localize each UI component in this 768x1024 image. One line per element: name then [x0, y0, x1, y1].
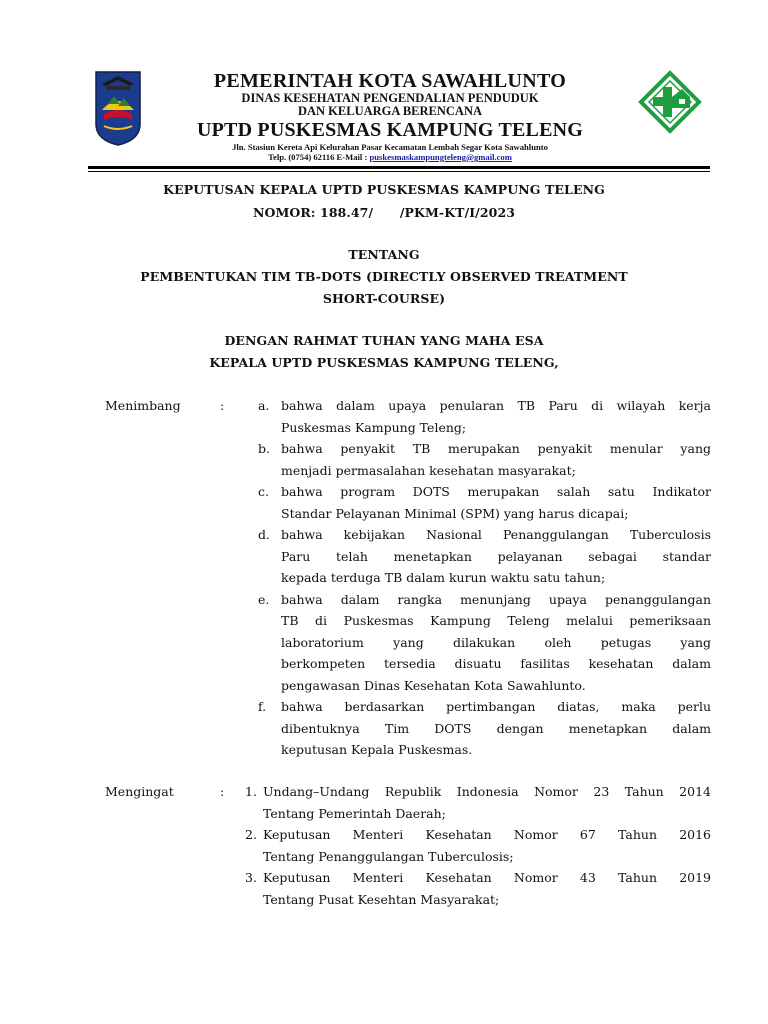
item-line: keputusan Kepala Puskesmas.: [281, 742, 473, 757]
item-text: [281, 395, 711, 438]
item-line: Puskesmas Kampung Teleng;: [281, 419, 467, 435]
mengingat-colon: :: [220, 784, 225, 799]
item-marker: a.: [258, 398, 270, 413]
item-marker: d.: [258, 527, 270, 542]
item-marker: 1.: [245, 784, 257, 799]
item-line: bahwa penyakit TB merupakan penyakit menular yang: [281, 441, 711, 456]
agency-line-1: DINAS KESEHATAN PENGENDALIAN PENDUDUK: [241, 91, 539, 105]
item-line: kepada terduga TB dalam kurun waktu satu tahun;: [281, 570, 606, 585]
item-marker: e.: [258, 591, 270, 607]
item-text: [281, 481, 711, 524]
item-text: [263, 867, 711, 910]
item-line: Tentang Pemerintah Daerah;: [263, 805, 446, 821]
agency-line-2: DAN KELUARGA BERENCANA: [297, 104, 483, 118]
item-line: Standar Pelayanan Minimal (SPM) yang harus dicapai;: [281, 505, 629, 521]
item-text: [281, 696, 711, 761]
item-line: Undang–Undang Republik Indonesia Nomor 23 Tahun 2014: [263, 784, 711, 799]
menimbang-label: Menimbang: [105, 398, 181, 413]
item-text: [281, 589, 711, 697]
item-line: laboratorium yang dilakukan oleh petugas yang: [281, 634, 711, 650]
mengingat-item: [245, 867, 711, 910]
menimbang-list: [258, 395, 711, 761]
item-marker: 2.: [245, 827, 257, 842]
menimbang-item: [258, 438, 711, 481]
item-marker: f.: [258, 699, 267, 714]
contact-prefix: Telp. (0754) 62116 E-Mail :: [268, 152, 368, 162]
item-line: Paru telah menetapkan pelayanan sebagai standar: [281, 548, 711, 564]
letterhead: [150, 70, 630, 162]
preamble-line-2: KEPALA UPTD PUSKESMAS KAMPUNG TELENG,: [209, 355, 559, 370]
menimbang-colon: :: [220, 398, 225, 413]
mengingat-item: [245, 824, 711, 867]
item-text: [281, 438, 711, 481]
item-line: Tentang Penanggulangan Tuberculosis;: [263, 848, 514, 864]
letterhead-rule-thick: [88, 166, 710, 169]
menimbang-item: [258, 395, 711, 438]
email-link[interactable]: puskesmaskampungteleng@gmail.com: [369, 152, 512, 162]
decree-number: NOMOR: 188.47/ /PKM-KT/I/2023: [252, 205, 516, 220]
letterhead-rule-thin: [88, 171, 710, 172]
item-line: bahwa berdasarkan pertimbangan diatas, maka perlu: [281, 699, 711, 714]
item-line: menjadi permasalahan kesehatan masyarakat;: [281, 462, 576, 478]
preamble-line-1: DENGAN RAHMAT TUHAN YANG MAHA ESA: [224, 333, 544, 348]
unit-name: UPTD PUSKESMAS KAMPUNG TELENG: [196, 119, 584, 141]
government-name: PEMERINTAH KOTA SAWAHLUNTO: [213, 70, 567, 92]
tentang-heading: TENTANG: [348, 247, 420, 262]
item-line: berkompeten tersedia disuatu fasilitas kesehatan dalam: [281, 656, 711, 671]
mengingat-list: [245, 781, 711, 910]
item-line: Tentang Pusat Kesehtan Masyarakat;: [263, 891, 500, 907]
sawahlunto-emblem-icon: [94, 70, 142, 146]
item-line: dibentuknya Tim DOTS dengan menetapkan dalam: [281, 720, 711, 736]
item-line: bahwa dalam upaya penularan TB Paru di wilayah kerja: [281, 398, 711, 413]
item-marker: b.: [258, 441, 270, 456]
mengingat-label: Mengingat: [105, 784, 174, 799]
decree-title: KEPUTUSAN KEPALA UPTD PUSKESMAS KAMPUNG TELENG: [163, 182, 605, 197]
menimbang-item: [258, 589, 711, 697]
address-line: Jln. Stasiun Kereta Api Kelurahan Pasar Kecamatan Lembah Segar Kota Sawahlunto: [232, 142, 548, 152]
item-line: Keputusan Menteri Kesehatan Nomor 43 Tahun 2019: [263, 870, 711, 885]
item-line: Keputusan Menteri Kesehatan Nomor 67 Tahun 2016: [263, 827, 711, 842]
item-text: [281, 524, 711, 589]
item-line: bahwa dalam rangka menunjang upaya penanggulangan: [281, 591, 711, 607]
item-text: [263, 824, 711, 867]
item-line: bahwa kebijakan Nasional Penanggulangan Tuberculosis: [281, 527, 711, 542]
item-line: bahwa program DOTS merupakan salah satu Indikator: [281, 484, 711, 499]
menimbang-item: [258, 696, 711, 761]
subject-line-2: SHORT-COURSE): [322, 291, 446, 306]
subject-line-1: PEMBENTUKAN TIM TB-DOTS (DIRECTLY OBSERVED TREATMENT: [140, 269, 628, 284]
item-marker: 3.: [245, 870, 257, 885]
puskesmas-logo-icon: [638, 70, 702, 150]
mengingat-item: [245, 781, 711, 824]
item-line: TB di Puskesmas Kampung Teleng melalui pemeriksaan: [281, 613, 711, 628]
item-line: pengawasan Dinas Kesehatan Kota Sawahlunto.: [281, 677, 586, 693]
contact-line: [150, 152, 630, 162]
item-text: [263, 781, 711, 824]
menimbang-item: [258, 524, 711, 589]
menimbang-item: [258, 481, 711, 524]
item-marker: c.: [258, 484, 269, 499]
